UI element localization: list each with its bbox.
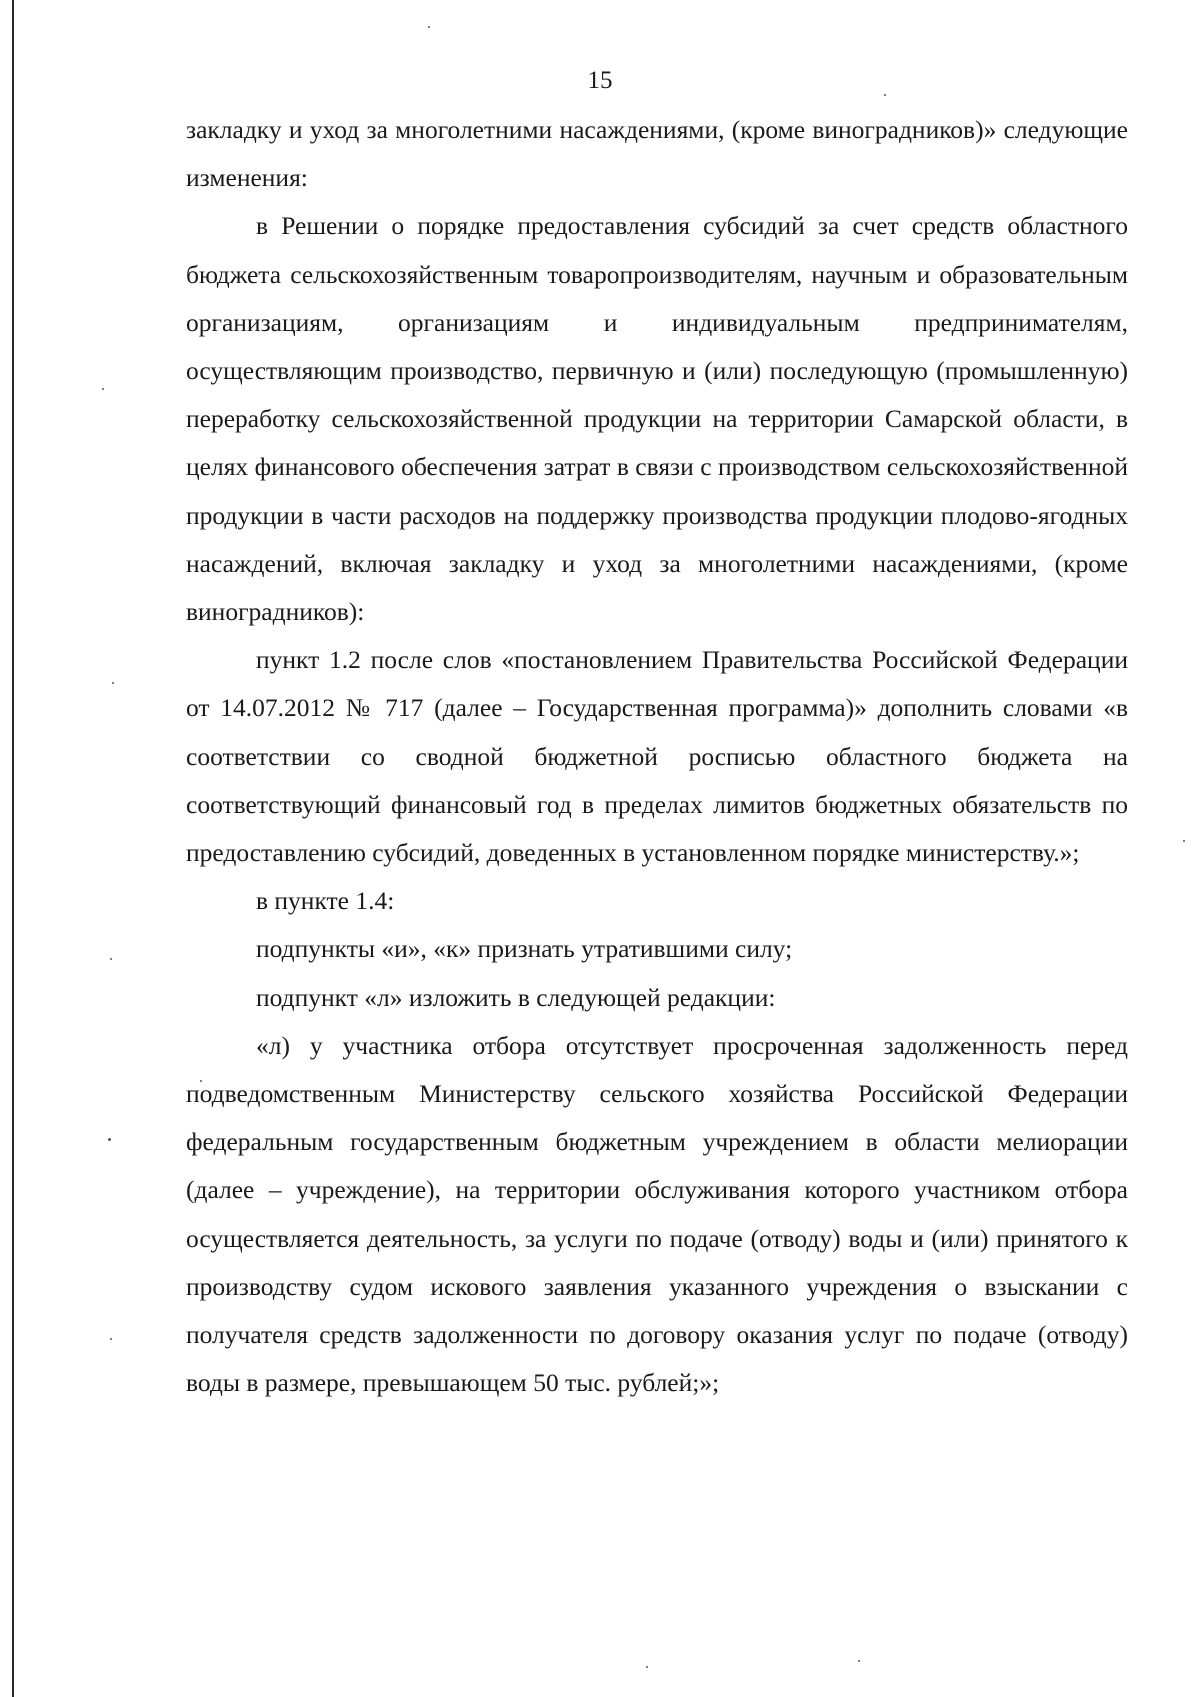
scan-speck: [110, 1338, 112, 1340]
scan-speck: [858, 1660, 860, 1662]
scan-speck: [1183, 840, 1185, 842]
paragraph-item-1-4: в пункте 1.4:: [256, 886, 395, 916]
paragraph-continuation: закладку и уход за многолетними насаждениями, (кроме виноградников)» следующие изменения:: [186, 115, 1128, 193]
scan-speck: [112, 682, 114, 684]
scan-speck: [108, 1138, 111, 1141]
paragraph-subitem-l-text: «л) у участника отбора отсутствует просроченная задолженность перед подведомственным Министерству сельского хозяйства Российской Федерации федеральным государственным бюджетным учреждением в области мелиорации (далее – учреждение), на территории обслуживания которого участником отбора осуществляется деятельность, за услуги по подаче (отводу) воды и (или) принятого к производству судом искового заявления указанного учреждения о взыскании с получателя средств задолженности по договору оказания услуг по подаче (отводу) воды в размере, превышающем 50 тыс. рублей;»;: [186, 1030, 1128, 1398]
page-number: 15: [587, 67, 613, 94]
scan-speck: [110, 958, 112, 960]
paragraph-subitems-i-k: подпункты «и», «к» признать утратившими силу;: [256, 934, 793, 964]
scan-speck: [646, 1666, 648, 1668]
scan-left-edge: [12, 0, 14, 1697]
scan-speck: [102, 388, 104, 390]
paragraph-subitem-l-intro: подпункт «л» изложить в следующей редакции:: [256, 982, 776, 1012]
document-body: [186, 106, 1128, 1407]
paragraph-item-1-2: пункт 1.2 после слов «постановлением Правительства Российской Федерации от 14.07.2012 № 717 (далее – Государственная программа)» дополнить словами «в соответствии со сводной бюджетной росписью областного бюджета на соответствующий финансовый год в пределах лимитов бюджетных обязательств по предоставлению субсидий, доведенных в установленном порядке министерству.»;: [186, 645, 1128, 868]
paragraph-decision: в Решении о порядке предоставления субсидий за счет средств областного бюджета сельскохозяйственным товаропроизводителям, научным и образовательным организациям, организациям и индивидуальным предпринимателям, осуществляющим производство, первичную и (или) последующую (промышленную) переработку сельскохозяйственной продукции на территории Самарской области, в целях финансового обеспечения затрат в связи с производством сельскохозяйственной продукции в части расходов на поддержку производства продукции плодово-ягодных насаждений, включая закладку и уход за многолетними насаждениями, (кроме виноградников):: [186, 211, 1128, 627]
scan-speck: [428, 26, 430, 28]
